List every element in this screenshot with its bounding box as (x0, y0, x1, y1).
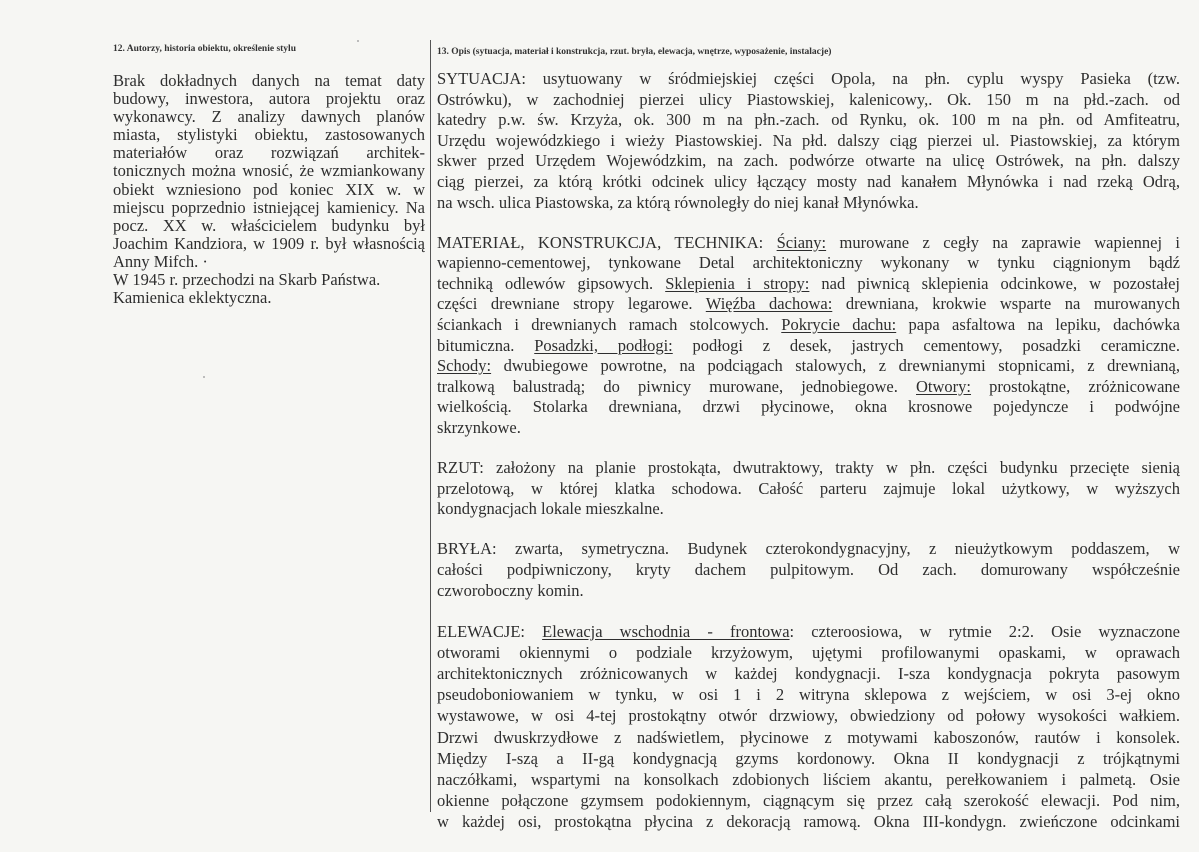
text-segment: ściankach i drewnianych ramach stolcowych. (437, 315, 782, 335)
text-line (437, 274, 1180, 295)
text-segment: katedry p.w. św. Krzyża, ok. 300 m na płn.-zach. od Rynku, ok. 100 m na płn. od Amfiteatru, (437, 110, 1180, 130)
subsection-label: Schody: (437, 356, 492, 376)
scan-speck (357, 40, 359, 42)
column-divider (430, 40, 431, 812)
text-line: budowy, inwestora, autora projektu oraz (113, 90, 425, 109)
text-line (437, 539, 1180, 560)
scan-speck (203, 376, 205, 378)
text-segment: wapienno-cementowej, tynkowane Detal architektoniczny wykonany w tynku ciągnionym bądź (437, 253, 1180, 273)
history-text-column (113, 72, 425, 307)
text-line (437, 790, 1180, 811)
text-line (437, 479, 1180, 500)
text-line: miasta, stylistyki obiektu, zastosowanych (113, 126, 425, 145)
text-segment: naczółkami, wspartymi na konsolkach zdobionych liściem akantu, perełkowaniem i palmetą. Osie (437, 769, 1180, 789)
text-segment: skrzynkowe. (437, 418, 521, 437)
text-segment: Urzędu wojewódzkiego i wieży Piastowskiej. Na płd. dalszy ciąg pierzei ul. Piastowskiej, za którym (437, 130, 1180, 150)
section-12-heading: 12. Autorzy, historia obiektu, określenie stylu (113, 44, 296, 54)
text-line (437, 499, 1180, 520)
text-line: W 1945 r. przechodzi na Skarb Państwa. (113, 271, 381, 290)
text-segment: nad piwnicą sklepienia odcinkowe, w pozostałej (809, 273, 1180, 293)
text-line (437, 621, 1180, 642)
text-line: materiałów oraz rozwiązań architek- (113, 144, 425, 163)
description-text-column (437, 69, 1180, 852)
paragraph-elewacje (437, 621, 1180, 833)
text-segment: skwer przed Urzędem Wojewódzkim, na zach. podwórze otwarte na ulicę Ostrówek, na płn. dalszy (437, 151, 1180, 171)
text-segment: architektonicznych zróżnicowanych w każdej kondygnacji. I-sza kondygnacja pokryta pasowym (437, 664, 1180, 684)
text-segment: dwubiegowe powrotne, na podciągach stalowych, z drewnianymi stopnicami, z drewnianą, (491, 356, 1180, 376)
subsection-label: Posadzki, podłogi: (534, 335, 673, 355)
text-line: Joachim Kandziora, w 1909 r. był własnością (113, 234, 425, 253)
text-segment: drewniana, krokwie wsparte na murowanych (832, 294, 1180, 314)
text-line (437, 336, 1180, 357)
text-line (437, 581, 1180, 602)
text-line (437, 458, 1180, 479)
text-segment: wystawowe, w osi 4-tej prostokątny otwór drzwiowy, obwiedziony od połowy wysokości wałkiem. (437, 706, 1180, 726)
text-line: Brak dokładnych danych na temat daty (113, 72, 425, 90)
text-line: pocz. XX w. właścicielem budynku był (113, 216, 425, 235)
text-segment: przelotową, w której klatka schodowa. Całość parteru zajmuje lokal użytkowy, w wyższych (437, 478, 1180, 498)
text-segment: Drzwi dwuskrzydłowe z nadświetlem, płycinowe z motywami kaboszonów, rautów i konsolek. (437, 727, 1180, 747)
text-line (437, 193, 1180, 214)
text-segment: Między I-szą a II-gą kondygnacją gzyms kordonowy. Okna II kondygnacji z trójkątnymi (437, 748, 1180, 768)
text-segment: okienne połączone gzymsem podokiennym, ciągnącym się przez całą szerokość elewacji. Pod nim, (437, 791, 1180, 811)
text-line (437, 377, 1180, 398)
subsection-label: Pokrycie dachu: (781, 315, 897, 335)
text-line (437, 151, 1180, 172)
text-line: wykonawcy. Z analizy dawnych planów (113, 108, 425, 127)
subsection-label: Więźba dachowa: (705, 294, 833, 314)
text-segment: MATERIAŁ, KONSTRUKCJA, TECHNIKA: (437, 232, 777, 252)
text-line (437, 253, 1180, 274)
text-segment: kondygnacjach lokale mieszkalne. (437, 499, 664, 519)
text-segment: na wsch. ulica Piastowska, za którą równoległy do niej kanał Młynówka. (437, 192, 919, 212)
text-line (437, 811, 1180, 832)
text-segment: otworami okiennymi o podziale krzyżowym, ujętymi profilowanymi opaskami, w oprawach (437, 642, 1180, 662)
text-segment: papa asfaltowa na lepiku, dachówka (896, 315, 1180, 335)
text-segment: ELEWACJE: (437, 621, 543, 641)
text-line (437, 663, 1180, 684)
text-segment: tralkową balustradą; do piwnicy murowane, jednobiegowe. (437, 376, 917, 396)
text-line (437, 769, 1180, 790)
text-line (437, 110, 1180, 131)
section-13-heading: 13. Opis (sytuacja, materiał i konstrukcja, rzut. bryła, elewacja, wnętrze, wyposażenie, instalacje) (437, 47, 832, 57)
text-segment: całości podpiwniczony, kryty dachem pulpitowym. Od zach. domurowany współcześnie (437, 559, 1180, 579)
text-segment: części drewniane stropy legarowe. (437, 294, 706, 314)
text-segment: wielkością. Stolarka drewniana, drzwi płycinowe, okna krosnowe pojedyncze i podwójne (437, 397, 1180, 417)
text-segment: podłogi z desek, jastrych cementowy, posadzki ceramiczne. (672, 335, 1180, 355)
text-line (437, 315, 1180, 336)
subsection-label: Elewacja wschodnia - frontowa (542, 621, 790, 641)
text-line (437, 748, 1180, 769)
text-segment: : czteroosiowa, w rytmie 2:2. Osie wyznaczone (789, 621, 1180, 641)
text-line (437, 172, 1180, 193)
text-line (437, 294, 1180, 315)
subsection-label: Sklepienia i stropy: (665, 273, 810, 293)
text-segment: SYTUACJA: usytuowany w śródmiejskiej części Opola, na płn. cyplu wyspy Pasieka (tzw. (437, 69, 1180, 88)
text-line: Kamienica eklektyczna. (113, 289, 272, 308)
text-line (437, 90, 1180, 111)
subsection-label: Ściany: (776, 232, 827, 252)
text-line (437, 418, 1180, 439)
text-segment: techniką odlewów gipsowych. (437, 273, 666, 293)
text-segment: murowane z cegły na zaprawie wapiennej i (826, 232, 1180, 252)
text-segment: bitumiczna. (437, 335, 535, 355)
text-segment: w każdej osi, prostokątna płycina z dekoracją ramową. Okna III-kondygn. zwieńczone odcinkami (437, 812, 1180, 832)
text-line (437, 705, 1180, 726)
subsection-label: Otwory: (916, 376, 972, 396)
text-line (437, 684, 1180, 705)
paragraph-bryla (437, 539, 1180, 601)
text-line: Anny Mifch. · (113, 252, 208, 271)
text-segment: BRYŁA: zwarta, symetryczna. Budynek czterokondygnacyjny, z nieużytkowym poddaszem, w (437, 539, 1180, 559)
text-line (437, 69, 1180, 90)
paragraph-sytuacja (437, 69, 1180, 213)
text-line: obiekt wzniesiono pod koniec XIX w. w (113, 180, 425, 199)
text-line (437, 131, 1180, 152)
text-line (437, 397, 1180, 418)
text-segment: Ostrówku), w zachodniej pierzei ulicy Piastowskiej, kalenicowy,. Ok. 150 m na płd.-zach. od (437, 89, 1180, 109)
paragraph-material (437, 233, 1180, 439)
text-segment: czworoboczny komin. (437, 580, 584, 600)
text-line: tonicznych można wnosić, że wzmiankowany (113, 162, 425, 181)
text-line (437, 642, 1180, 663)
text-line (437, 727, 1180, 748)
text-segment: pseudoboniowaniem w tynku, w osi 1 i 2 witryna sklepowa z wejściem, w osi 3-ej okno (437, 685, 1180, 705)
paragraph-rzut (437, 458, 1180, 520)
text-line (437, 356, 1180, 377)
text-line (437, 233, 1180, 254)
text-segment: ciąg pierzei, za którą krótki odcinek ulicy łączący mosty nad kanałem Młynówka i nad rzeką Odrą, (437, 171, 1180, 191)
text-line (437, 560, 1180, 581)
text-line: miejscu poprzednio istniejącej kamienicy. Na (113, 198, 425, 217)
text-segment: prostokątne, zróżnicowane (971, 376, 1180, 396)
text-segment: RZUT: założony na planie prostokąta, dwutraktowy, trakty w płn. części budynku przecięte sienią (437, 458, 1180, 478)
